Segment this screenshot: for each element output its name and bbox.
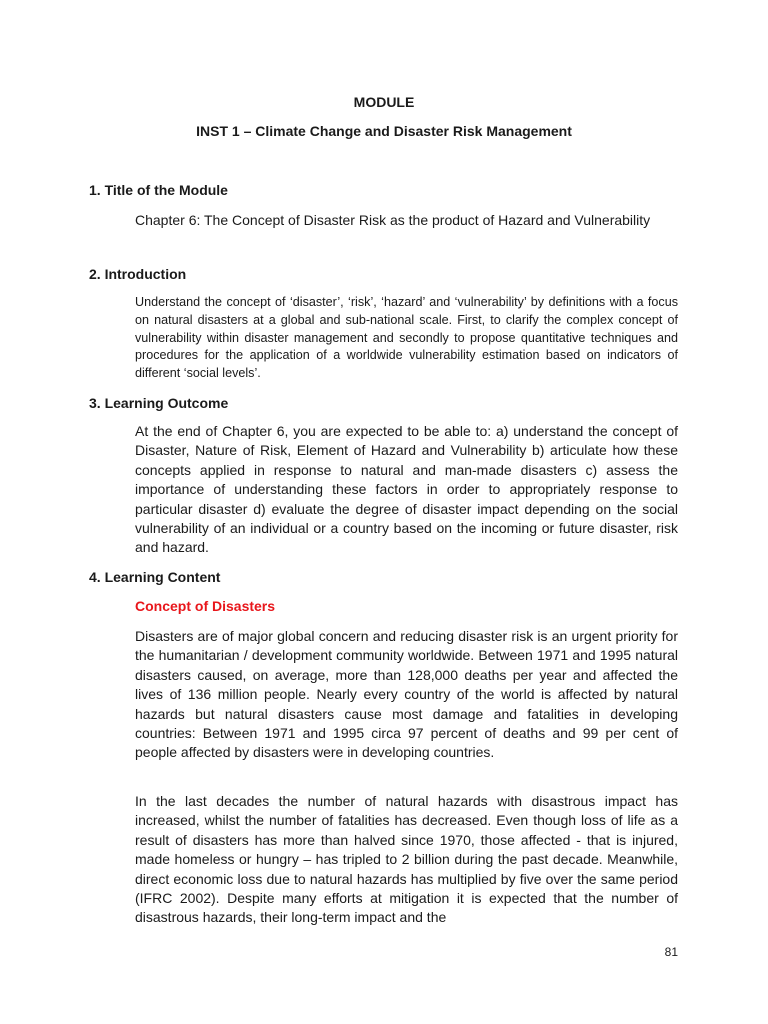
section-body-learning-outcome: At the end of Chapter 6, you are expected to be able to: a) understand the concept of Disaster, Nature of Risk, Element of Hazard and Vulnerability b) articulate how these concepts applied in response to natural and man-made disasters c) assess the importance of understanding these factors in order to appropriately response to particular disaster d) evaluate the degree of disaster impact depending on the social vulnerability of an individual or a country based on the incoming or future disaster, risk and hazard. <box>135 423 678 556</box>
page-number: 81 <box>664 945 678 959</box>
module-heading: MODULE <box>353 94 415 110</box>
section-title-learning-content: 4. Learning Content <box>89 569 221 585</box>
section-title-learning-outcome: 3. Learning Outcome <box>89 395 229 411</box>
section-title-introduction: 2. Introduction <box>89 266 187 282</box>
section-body-introduction: Understand the concept of ‘disaster’, ‘risk’, ‘hazard’ and ‘vulnerability’ by definitions with a focus on natural disasters at a global and sub-national scale. First, to clarify the complex concept of vulnerability within disaster management and secondly to propose quantitative techniques and procedures for the application of a worldwide vulnerability estimation based on indicators of different ‘social levels’. <box>135 295 678 381</box>
content-paragraph: Disasters are of major global concern and reducing disaster risk is an urgent priority for the humanitarian / development community worldwide. Between 1971 and 1995 natural disasters caused, on average, more than 128,000 deaths per year and affected the lives of 136 million people. Nearly every country of the world is affected by natural hazards but natural disasters cause most damage and fatalities in developing countries: Between 1971 and 1995 circa 97 percent of deaths and 99 per cent of people affected by disasters were in developing countries. <box>135 628 678 761</box>
section-title-module-title: 1. Title of the Module <box>89 182 228 198</box>
module-subtitle: INST 1 – Climate Change and Disaster Risk Management <box>196 123 572 139</box>
section-body-module-title: Chapter 6: The Concept of Disaster Risk as the product of Hazard and Vulnerability <box>135 212 651 228</box>
content-paragraph: In the last decades the number of natural hazards with disastrous impact has increased, whilst the number of fatalities has decreased. Even though loss of life as a result of disasters has more than halved since 1970, those affected - that is injured, made homeless or hungry – has tripled to 2 billion during the past decade. Meanwhile, direct economic loss due to natural hazards has multiplied by five over the same period (IFRC 2002). Despite many efforts at mitigation it is expected that the number of disastrous hazards, their long-term impact and the <box>135 793 678 926</box>
subheading-concept-of-disasters: Concept of Disasters <box>135 598 276 614</box>
